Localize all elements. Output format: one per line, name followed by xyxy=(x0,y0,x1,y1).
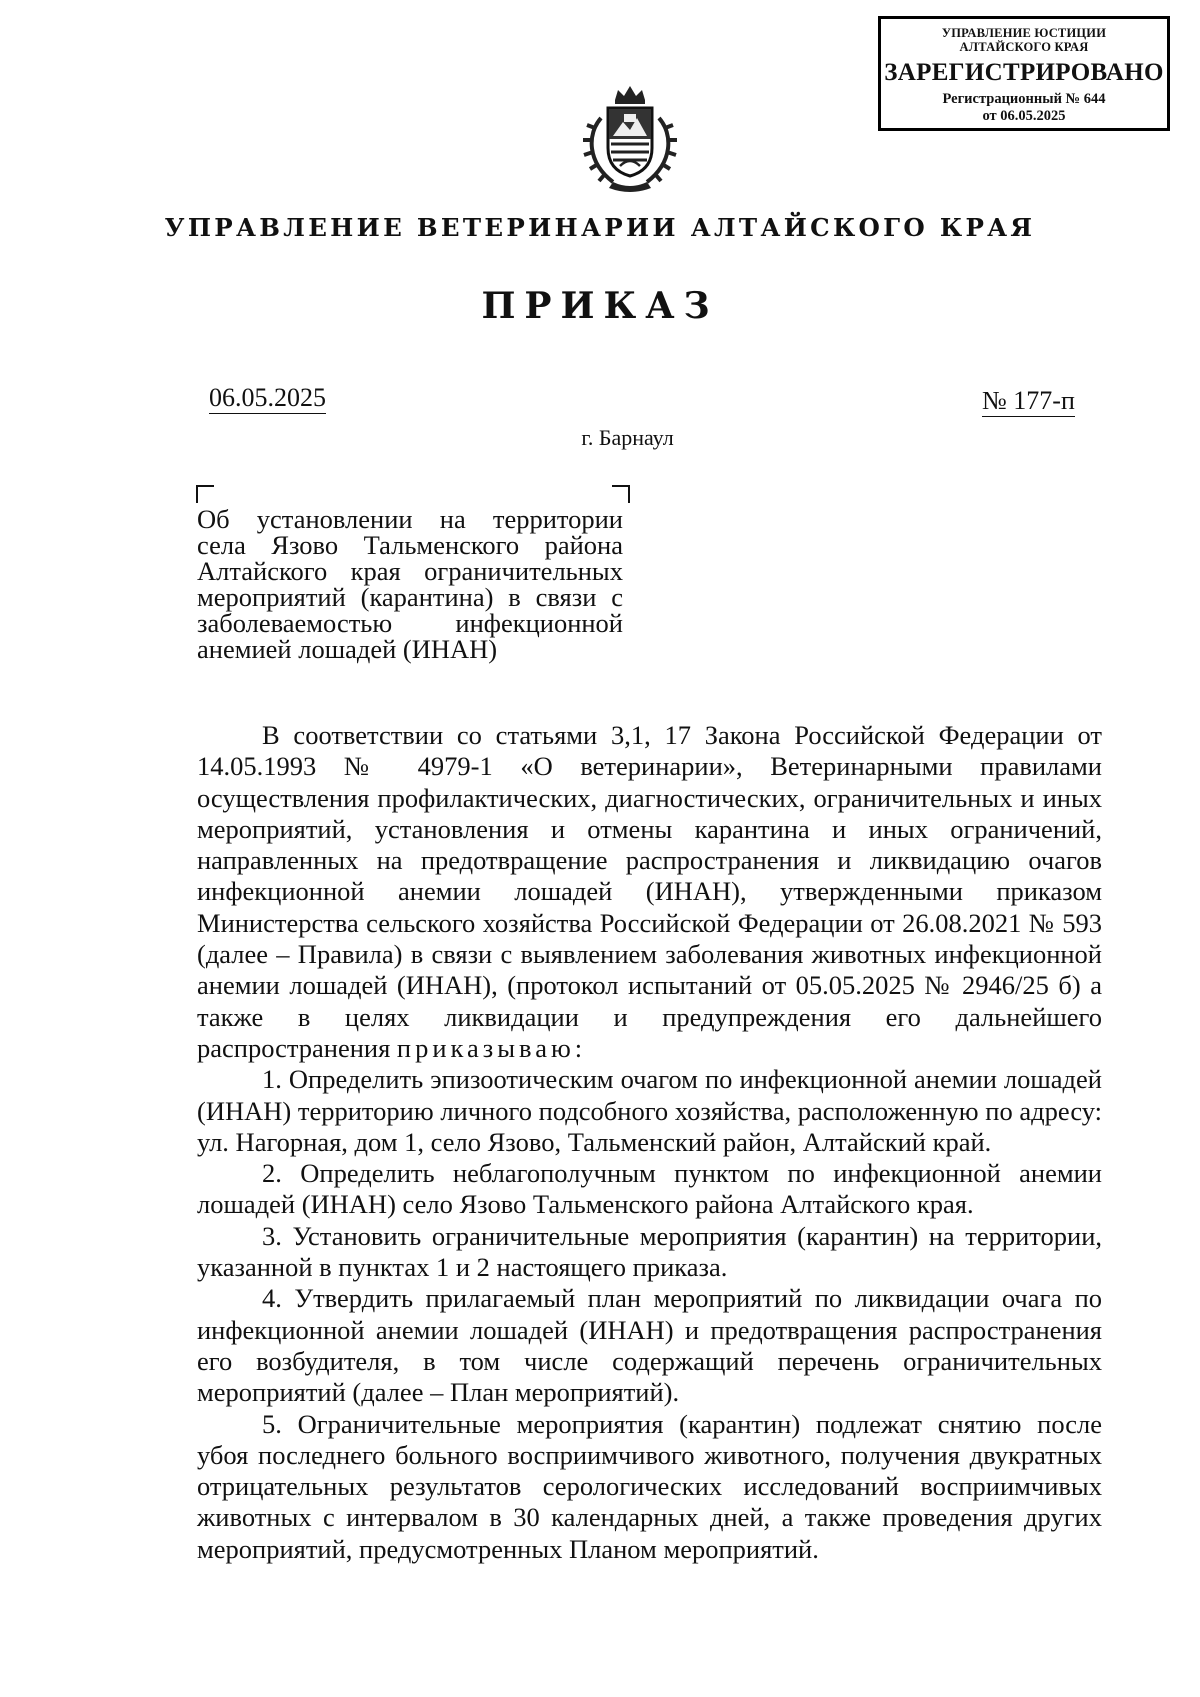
coat-of-arms-emblem xyxy=(575,82,685,194)
stamp-status: ЗАРЕГИСТРИРОВАНО xyxy=(884,59,1164,86)
subject-line: анемией лошадей (ИНАН) xyxy=(197,634,498,664)
order-item: 3. Установить ограничительные мероприятия (карантин) на территории, указанной в пунктах 1 и 2 настоящего приказа. xyxy=(197,1220,1102,1283)
preamble-paragraph xyxy=(197,720,1102,1064)
stamp-reg-number: Регистрационный № 644 xyxy=(942,91,1106,107)
subject-bracket-right xyxy=(612,485,630,503)
order-item: 1. Определить эпизоотическим очагом по инфекционной анемии лошадей (ИНАН) территорию личного подсобного хозяйства, расположенную по адресу: ул. Нагорная, дом 1, село Язово, Тальменский район, Алтайский край. xyxy=(197,1064,1102,1157)
subject-line: Алтайского края ограничительных xyxy=(197,556,623,586)
order-word: приказываю: xyxy=(396,1032,587,1063)
order-item: 4. Утвердить прилагаемый план мероприятий по ликвидации очага по инфекционной анемии лошадей (ИНАН) и предотвращения распространения его возбудителя, в том числе содержащий перечень ограничительных мероприятий (далее – План мероприятий). xyxy=(197,1283,1102,1408)
city-name: г. Барнаул xyxy=(581,425,674,450)
preamble-text: В соответствии со статьями 3,1, 17 Закона Российской Федерации от 14.05.1993 № 4979-1 «О ветеринарии», Ветеринарными правилами осуществления профилактических, диагностических, ограничительных и иных мероприятий, установления и отмены карантина и иных ограничений, направленных на предотвращение распространения и ликвидацию очагов инфекционной анемии лошадей (ИНАН), утвержденными приказом Министерства сельского хозяйства Российской Федерации от 26.08.2021 № 593 (далее – Правила) в связи с выявлением заболевания животных инфекционной анемии лошадей (ИНАН), (протокол испытаний от 05.05.2025 № 2946/25 б) а также в целях ликвидации и предупреждения его дальнейшего распространения xyxy=(197,720,1102,1063)
stamp-org-line1: УПРАВЛЕНИЕ ЮСТИЦИИ xyxy=(941,26,1107,40)
order-date: 06.05.2025 xyxy=(209,383,326,412)
stamp-reg-date: от 06.05.2025 xyxy=(982,108,1066,124)
order-subject xyxy=(197,506,623,662)
stamp-org-line2: АЛТАЙСКОГО КРАЯ xyxy=(959,40,1089,54)
order-number: № 177-п xyxy=(982,386,1075,415)
order-item: 2. Определить неблагополучным пунктом по инфекционной анемии лошадей (ИНАН) село Язово Тальменского района Алтайского края. xyxy=(197,1158,1102,1220)
document-type: ПРИКАЗ xyxy=(481,285,719,327)
subject-bracket-left xyxy=(196,485,214,503)
subject-line: села Язово Тальменского района xyxy=(197,530,623,560)
order-body xyxy=(197,720,1102,1565)
agency-name: УПРАВЛЕНИЕ ВЕТЕРИНАРИИ АЛТАЙСКОГО КРАЯ xyxy=(164,213,1036,242)
subject-line: заболеваемостью инфекционной xyxy=(197,608,623,638)
subject-line: мероприятий (карантина) в связи с xyxy=(197,582,623,612)
order-item: 5. Ограничительные мероприятия (карантин) подлежат снятию после убоя последнего больного восприимчивого животного, получения двукратных отрицательных результатов серологических исследований восприимчивых животных с интервалом в 30 календарных дней, а также проведения других мероприятий, предусмотренных Планом мероприятий. xyxy=(197,1408,1102,1564)
subject-line: Об установлении на территории xyxy=(197,504,623,534)
registration-stamp xyxy=(878,16,1170,131)
